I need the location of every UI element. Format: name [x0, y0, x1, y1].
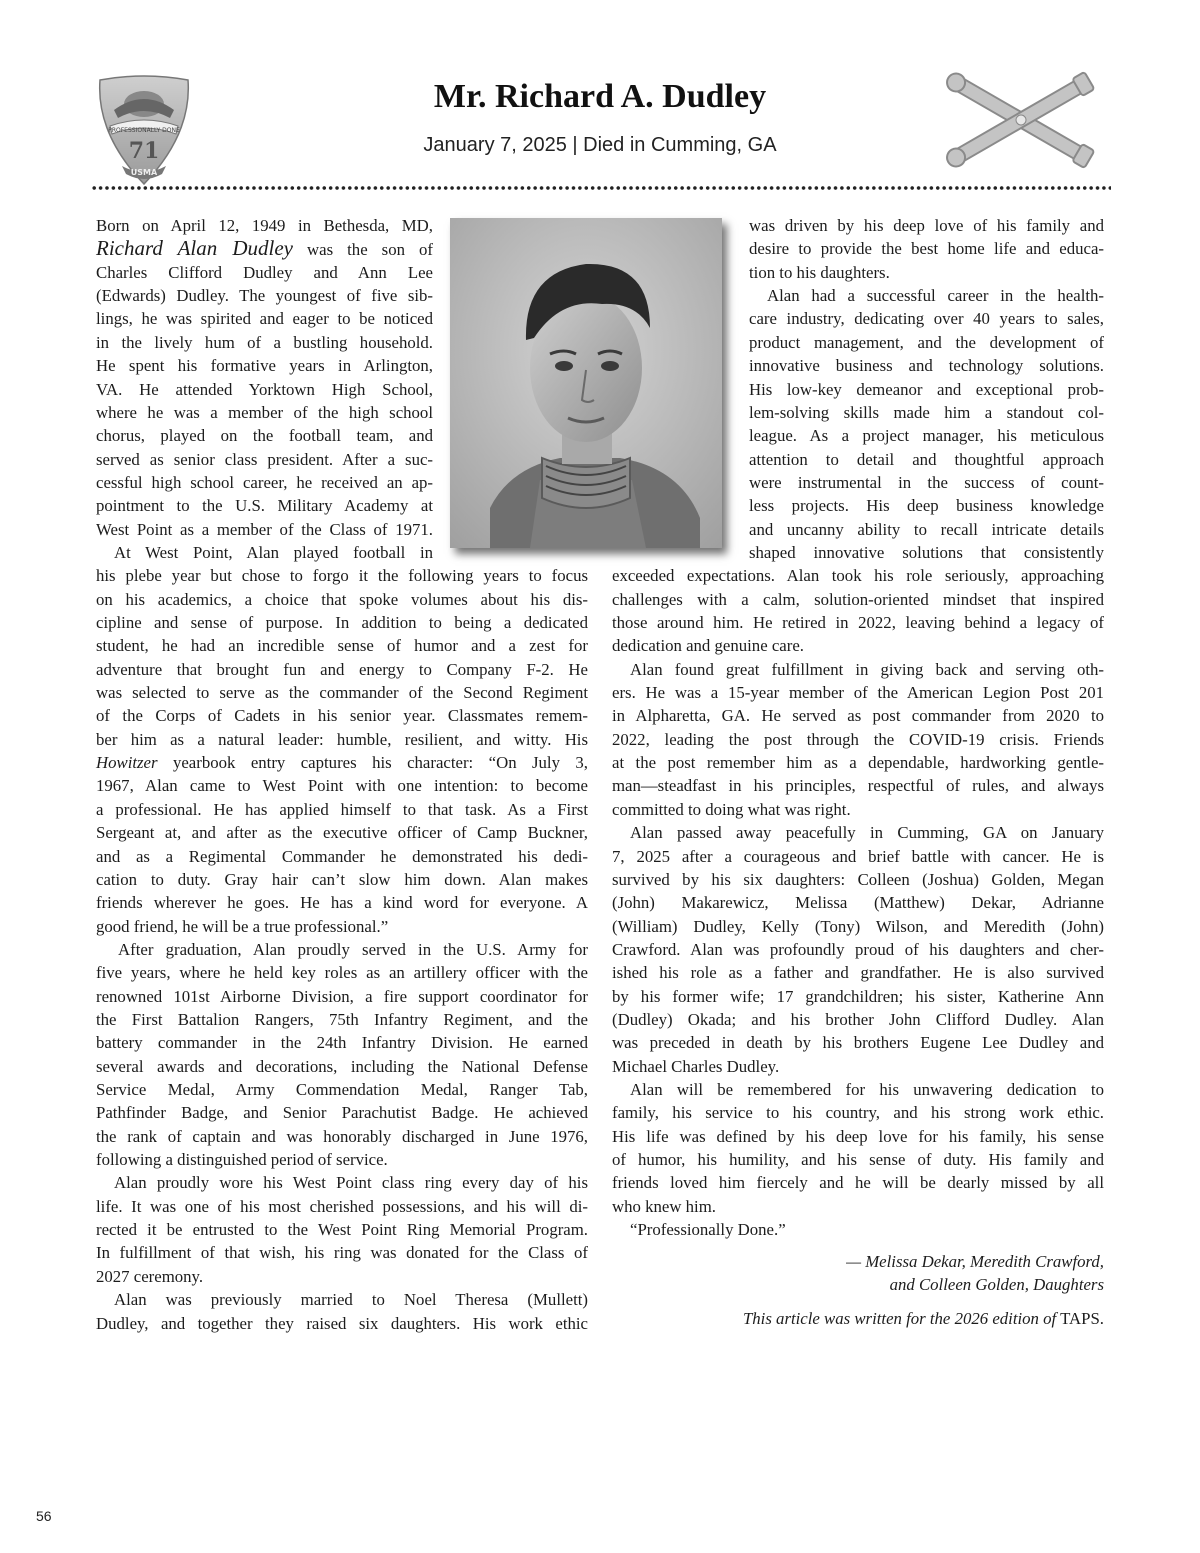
footnote-text: This article was written for the 2026 edition of: [742, 1309, 1057, 1328]
right-column-line: care industry, dedicating over 40 years to sales,: [749, 309, 1104, 329]
right-column-line: exceeded expectations. Alan took his role seriously, approaching: [612, 566, 1104, 586]
left-column-line: on his academics, a choice that spoke volumes about his dis-: [96, 589, 588, 609]
left-column-line: good friend, he will be a true professional.”: [96, 916, 389, 936]
dotted-divider: [91, 184, 1111, 192]
left-column-line: At West Point, Alan played football in: [114, 542, 433, 562]
right-column-line: shaped innovative solutions that consistently: [749, 542, 1104, 562]
right-column-line: Alan had a successful career in the health-: [767, 286, 1104, 306]
right-column-line: (William) Dudley, Kelly (Tony) Wilson, and Meredith (John): [612, 916, 1104, 936]
right-column-line: attention to detail and thoughtful approach: [749, 449, 1104, 469]
left-column-line: battery commander in the 24th Infantry Division. He earned: [96, 1033, 588, 1053]
right-column-line: in Alpharetta, GA. He served as post commander from 2020 to: [612, 706, 1104, 726]
right-column-line: tion to his daughters.: [749, 262, 890, 282]
italic-phrase: Richard Alan Dudley: [96, 236, 293, 261]
left-column-line: Alan was previously married to Noel Theresa (Mullett): [114, 1290, 588, 1310]
left-column-line: Howitzer yearbook entry captures his character: “On July 3,: [96, 753, 588, 773]
left-column-line: renowned 101st Airborne Division, a fire support coordinator for: [96, 986, 588, 1006]
left-column-line: life. It was one of his most cherished possessions, and his will di-: [96, 1196, 588, 1216]
left-column-line: rected it be entrusted to the West Point Ring Memorial Program.: [96, 1220, 588, 1240]
left-column-line: Alan proudly wore his West Point class ring every day of his: [114, 1173, 588, 1193]
right-column-line: 2022, leading the post through the COVID-19 crisis. Friends: [612, 729, 1104, 749]
left-column-line: several awards and decorations, including the National Defense: [96, 1056, 588, 1076]
right-column-line: was driven by his deep love of his family and: [749, 216, 1104, 235]
left-column-line: Dudley, and together they raised six daughters. His work ethic: [96, 1313, 588, 1333]
right-column-line: product management, and the development of: [749, 332, 1104, 352]
left-column-line: Sergeant at, and after as the executive officer of Camp Buckner,: [96, 823, 588, 843]
left-column-line: the rank of captain and was honorably discharged in June 1976,: [96, 1126, 588, 1146]
right-column-line: and uncanny ability to recall intricate details: [749, 519, 1104, 539]
right-column-line: of humor, his humility, and his sense of duty. His family and: [612, 1150, 1104, 1169]
left-column-line: Born on April 12, 1949 in Bethesda, MD,: [96, 216, 433, 235]
right-column-line: innovative business and technology solutions.: [749, 356, 1104, 376]
left-column-line: lings, he was spirited and eager to be noticed: [96, 309, 433, 329]
left-column-line: cation to duty. Gray hair can’t slow him down. Alan makes: [96, 869, 588, 889]
crossed-cannons-icon: [936, 70, 1106, 170]
page-title: Mr. Richard A. Dudley: [433, 78, 767, 115]
left-column-line: Pathfinder Badge, and Senior Parachutist Badge. He achieved: [96, 1103, 588, 1123]
right-column-line: His life was defined by his deep love for his family, his sense: [612, 1126, 1104, 1146]
crest-usma: USMA: [130, 168, 158, 177]
left-column-line: student, he had an incredible sense of humor and a zest for: [96, 636, 588, 656]
right-column-line: (John) Makarewicz, Melissa (Matthew) Dekar, Adrianne: [612, 893, 1104, 913]
crest-motto: PROFESSIONALLY DONE: [108, 127, 180, 134]
footnote-publication: TAPS.: [1060, 1309, 1104, 1328]
signature-line-1: — Melissa Dekar, Meredith Crawford,: [846, 1252, 1104, 1271]
right-column-line: desire to provide the best home life and educa-: [749, 239, 1104, 259]
left-column-line: (Edwards) Dudley. The youngest of five sib-: [96, 286, 433, 306]
right-column-line: Alan will be remembered for his unwavering dedication to: [630, 1080, 1104, 1099]
italic-phrase: Howitzer: [96, 753, 158, 773]
left-column-line: 1967, Alan came to West Point with one intention: to become: [96, 776, 588, 796]
left-column-line: cessful high school career, he received an ap-: [96, 472, 433, 492]
footnote: [620, 1307, 1104, 1330]
signature-line-2: and Colleen Golden, Daughters: [889, 1275, 1104, 1294]
right-column-line: at the post remember him as a dependable, hardworking gentle-: [612, 753, 1104, 773]
right-column-line: challenges with a calm, solution-oriented mindset that inspired: [612, 589, 1104, 609]
left-column-line: ber him as a natural leader: humble, resilient, and witty. His: [96, 729, 588, 749]
left-column-line: of the Corps of Cadets in his senior year. Classmates remem-: [96, 706, 588, 726]
left-column-line: In fulfillment of that wish, his ring was donated for the Class of: [96, 1243, 588, 1263]
right-column-line: family, his service to his country, and his strong work ethic.: [612, 1103, 1104, 1123]
right-column-line: Michael Charles Dudley.: [612, 1056, 780, 1076]
right-column-line: ished his role as a father and grandfather. He is also survived: [612, 963, 1104, 983]
left-column-line: and as a Regimental Commander he demonstrated his dedi-: [96, 846, 588, 866]
left-column-line: the First Battalion Rangers, 75th Infantry Regiment, and the: [96, 1009, 588, 1029]
crest-year: 71: [128, 138, 160, 164]
left-column-line: a professional. He has applied himself to that task. As a First: [96, 799, 588, 819]
right-column-line: Crawford. Alan was profoundly proud of his daughters and cher-: [612, 939, 1104, 959]
page-number: 56: [36, 1508, 52, 1524]
left-column-line: He spent his formative years in Arlington,: [96, 356, 433, 376]
right-column-line: by his former wife; 17 grandchildren; his sister, Katherine Ann: [612, 986, 1104, 1006]
right-column-line: “Professionally Done.”: [630, 1220, 786, 1240]
right-column-line: survived by his six daughters: Colleen (Joshua) Golden, Megan: [612, 869, 1104, 889]
left-column-line: Richard Alan Dudley was the son of: [96, 236, 433, 261]
left-column-line: cipline and sense of purpose. In addition to being a dedicated: [96, 613, 588, 632]
left-column-line: 2027 ceremony.: [96, 1266, 204, 1286]
date-location-subtitle: January 7, 2025 | Died in Cumming, GA: [423, 134, 777, 156]
right-column-line: dedication and genuine care.: [612, 636, 804, 656]
usma-crest-icon: [96, 74, 192, 186]
left-column-line: VA. He attended Yorktown High School,: [96, 379, 433, 399]
left-column-line: chorus, played on the football team, and: [96, 426, 433, 446]
left-column-line: Service Medal, Army Commendation Medal, Ranger Tab,: [96, 1080, 588, 1099]
right-column-line: committed to doing what was right.: [612, 799, 851, 819]
right-column-line: lem-solving skills made him a standout col-: [749, 402, 1104, 422]
right-column-line: league. As a project manager, his meticulous: [749, 426, 1104, 446]
portrait-photo: [450, 218, 722, 548]
right-column-line: His low-key demeanor and exceptional prob-: [749, 379, 1104, 399]
right-column-line: less projects. His deep business knowledge: [749, 496, 1104, 516]
left-column-line: friends wherever he goes. He has a kind word for everyone. A: [96, 893, 588, 913]
left-column-line: West Point as a member of the Class of 1971.: [96, 519, 433, 539]
left-column-line: Charles Clifford Dudley and Ann Lee: [96, 262, 433, 282]
left-column-line: where he was a member of the high school: [96, 402, 433, 422]
left-column-line: adventure that brought fun and energy to Company F-2. He: [96, 659, 588, 679]
right-column-line: Alan passed away peacefully in Cumming, GA on January: [630, 823, 1104, 843]
left-column-line: pointment to the U.S. Military Academy at: [96, 496, 433, 516]
left-column-line: was selected to serve as the commander of the Second Regiment: [96, 683, 588, 702]
right-column-line: were instrumental in the success of count-: [749, 472, 1104, 492]
left-column-line: five years, where he held key roles as an artillery officer with the: [96, 963, 588, 983]
right-column-line: man—steadfast in his principles, respectful of rules, and always: [612, 776, 1104, 796]
left-column-line: following a distinguished period of service.: [96, 1150, 388, 1169]
right-column-line: (Dudley) Okada; and his brother John Clifford Dudley. Alan: [612, 1009, 1104, 1029]
right-column-line: 7, 2025 after a courageous and brief battle with cancer. He is: [612, 846, 1104, 866]
left-column-line: After graduation, Alan proudly served in the U.S. Army for: [118, 939, 588, 959]
right-column-line: friends loved him fiercely and he will be dearly missed by all: [612, 1173, 1104, 1193]
right-column-line: who knew him.: [612, 1196, 716, 1216]
right-column-line: those around him. He retired in 2022, leaving behind a legacy of: [612, 613, 1104, 632]
right-column-line: Alan found great fulfillment in giving back and serving oth-: [630, 659, 1104, 679]
left-column-line: his plebe year but chose to forgo it the following years to focus: [96, 566, 588, 586]
right-column-line: ers. He was a 15-year member of the American Legion Post 201: [612, 683, 1104, 702]
right-column-line: was preceded in death by his brothers Eugene Lee Dudley and: [612, 1033, 1104, 1053]
left-column-line: served as senior class president. After a suc-: [96, 449, 433, 469]
left-column-line: in the lively hum of a bustling household.: [96, 332, 433, 352]
